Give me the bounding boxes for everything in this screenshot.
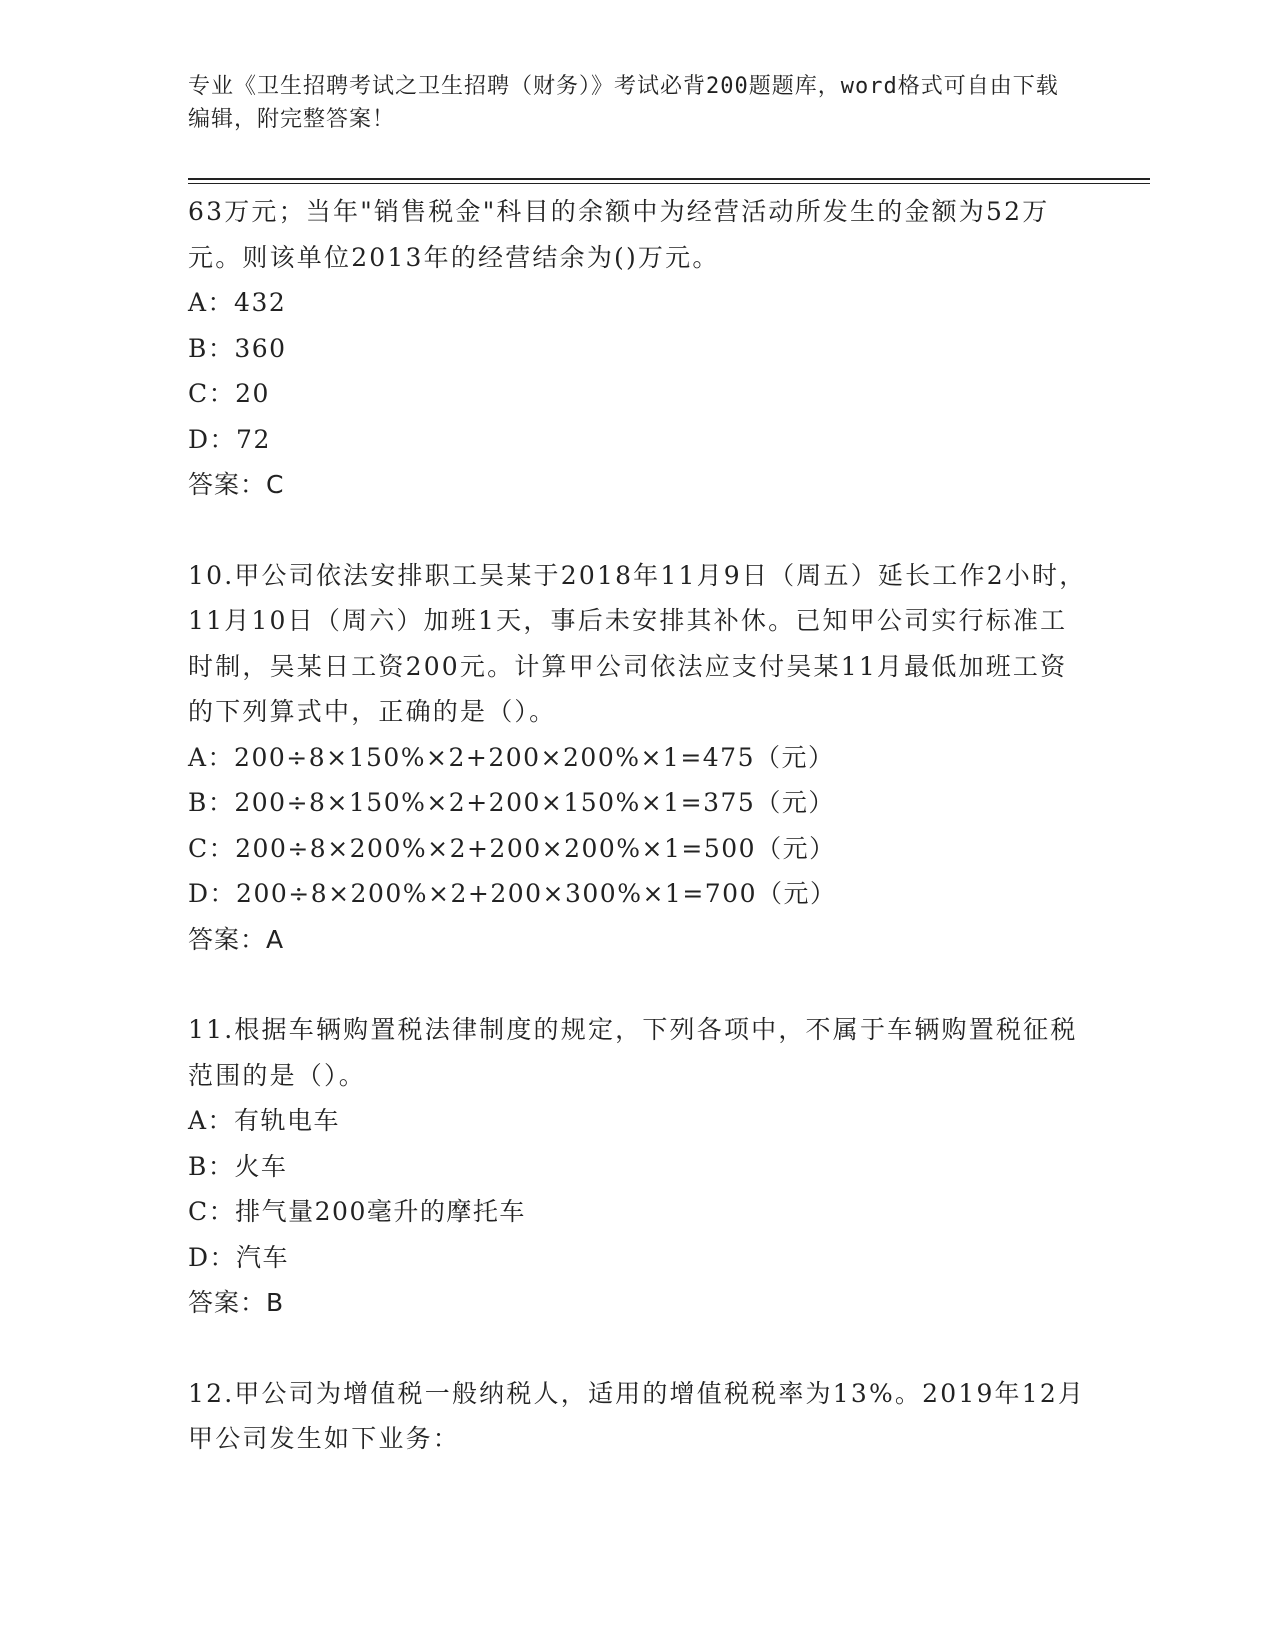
question-item bbox=[188, 553, 1088, 963]
option-a: A：432 bbox=[188, 288, 287, 317]
option-b: B：360 bbox=[188, 333, 287, 363]
question-stem: 12.甲公司为增值税一般纳税人，适用的增值税税率为13%。2019年12月甲公司发生如下业务： bbox=[188, 1378, 1086, 1453]
document-header: 专业《卫生招聘考试之卫生招聘（财务）》考试必背200题题库，word格式可自由下载编辑，附完整答案！ bbox=[188, 74, 1059, 132]
question-item bbox=[188, 189, 1088, 508]
option-d: D：72 bbox=[188, 424, 271, 454]
question-list bbox=[188, 189, 1088, 1462]
spacer bbox=[188, 1326, 1088, 1371]
answer-line: 答案：C bbox=[188, 470, 285, 499]
question-item bbox=[188, 1371, 1088, 1462]
answer-line: 答案：A bbox=[188, 924, 285, 954]
header-rule-thin bbox=[188, 183, 1150, 184]
question-stem: 11.根据车辆购置税法律制度的规定，下列各项中，不属于车辆购置税征税范围的是（）。 bbox=[188, 1015, 1078, 1090]
header-rule-thick bbox=[188, 178, 1150, 180]
option-a: A：200÷8×150%×2+200×200%×1=475（元） bbox=[188, 742, 835, 772]
option-b: B：200÷8×150%×2+200×150%×1=375（元） bbox=[188, 788, 835, 817]
option-b: B：火车 bbox=[188, 1151, 288, 1181]
spacer bbox=[188, 508, 1088, 553]
option-c: C：200÷8×200%×2+200×200%×1=500（元） bbox=[188, 833, 836, 863]
option-d: D：汽车 bbox=[188, 1242, 290, 1272]
question-item bbox=[188, 1007, 1088, 1326]
question-stem: 10.甲公司依法安排职工吴某于2018年11月9日（周五）延长工作2小时，11月10日（周六）加班1天，事后未安排其补休。已知甲公司实行标准工时制，吴某日工资200元。计算甲公司依法应支付吴某11月最低加班工资的下列算式中，正确的是（）。 bbox=[188, 560, 1087, 726]
answer-line: 答案：B bbox=[188, 1288, 285, 1317]
option-c: C：排气量200毫升的摩托车 bbox=[188, 1197, 526, 1226]
question-stem: 63万元；当年"销售税金"科目的余额中为经营活动所发生的金额为52万元。则该单位2013年的经营结余为()万元。 bbox=[188, 197, 1050, 272]
option-a: A：有轨电车 bbox=[188, 1106, 341, 1135]
option-c: C：20 bbox=[188, 379, 270, 408]
spacer bbox=[188, 962, 1088, 1007]
option-d: D：200÷8×200%×2+200×300%×1=700（元） bbox=[188, 879, 837, 908]
